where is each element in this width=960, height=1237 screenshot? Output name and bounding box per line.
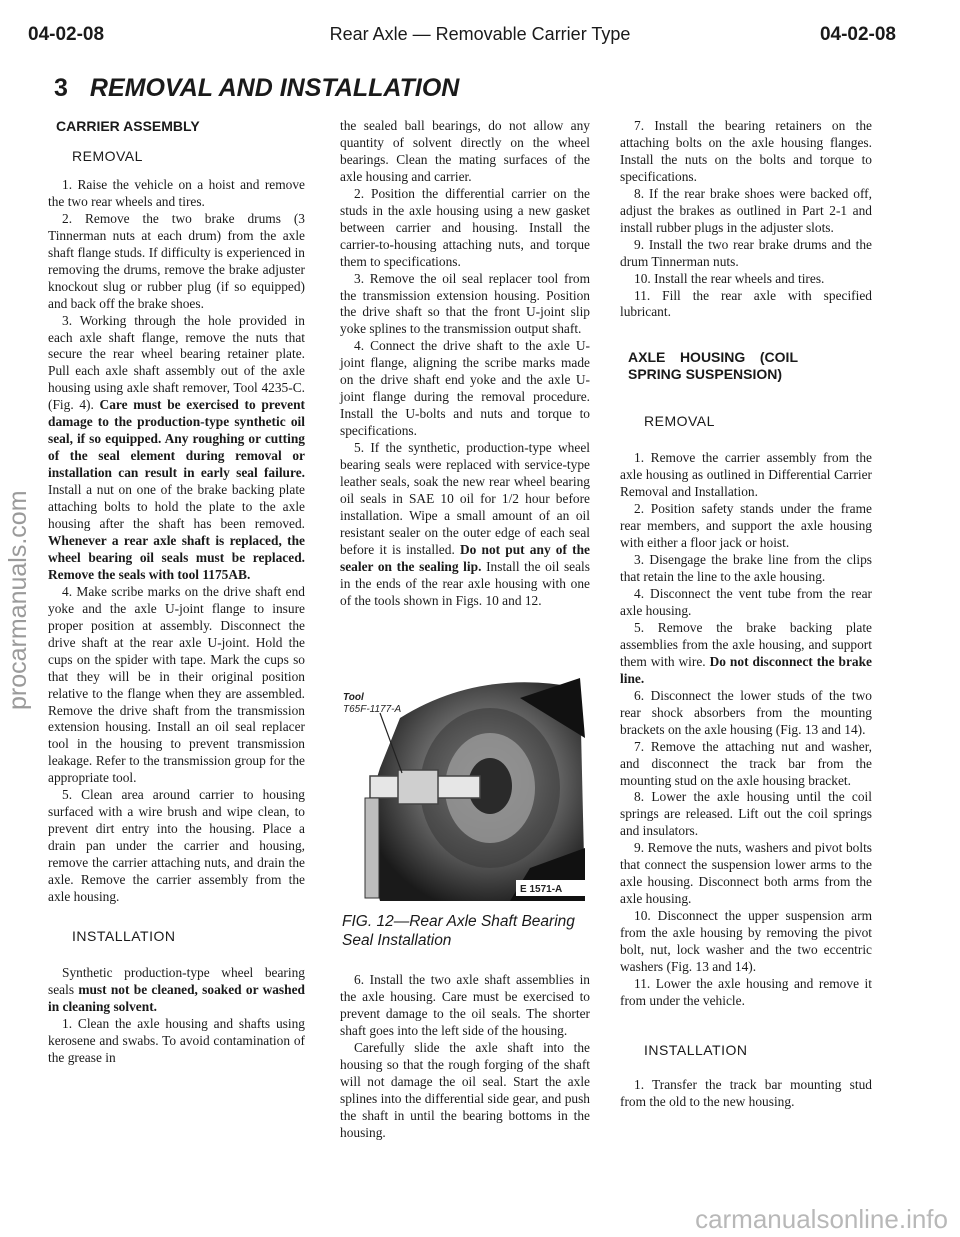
paragraph: 4. Disconnect the vent tube from the rear axle housing. [620,586,872,618]
paragraph: 10. Disconnect the upper suspension arm from the axle housing by removing the pivot bolt, nut, lock washer and the two eccentric washers (Fig. 13 and 14). [620,908,872,974]
paragraph: 5. If the synthetic, production-type wheel bearing seals were replaced with service-type leather seals, soak the new rear wheel bearing oil seals in SAE 10 oil for 1/2 hour before installation. Wipe a small amount of an oil resistant sealer on the outer edge of each seal before it is installed. Do not put any of the sealer on the sealing lip. Install the oil seals in the ends of the rear axle housing with one of the tools shown in Figs. 10 and 12. [340,440,590,608]
paragraph: 5. Remove the brake backing plate assemblies from the axle housing, and support them with wire. Do not disconnect the brake line. [620,619,872,686]
section-number: 3 [54,74,68,102]
paragraph: 1. Remove the carrier assembly from the axle housing as outlined in Differential Carrier Removal and Installation. [620,450,872,500]
paragraph: 4. Connect the drive shaft to the axle U-joint flange, aligning the scribe marks made on the drive shaft end yoke and the axle U-joint flange during the removal procedure. Install the U-bolts and nuts and torque to specifications. [340,338,590,439]
section-heading [54,74,459,103]
column-2 [340,118,590,610]
paragraph: 8. If the rear brake shoes were backed off, adjust the brakes as outlined in Part 2-1 and install rubber plugs in the adjuster slots. [620,185,872,235]
heading-installation: INSTALLATION [644,1041,748,1058]
figure-caption-text: —Rear Axle Shaft Bearing Seal Installation [342,913,575,949]
paragraph: 5. Clean area around carrier to housing surfaced with a wire brush and wipe clean, to prevent dirt entry into the housing. Place a drain pan under the carrier and housing, remove the carrier attaching nuts, and drain the axle. Remove the carrier assembly from the axle housing. [48,787,305,904]
heading-removal: REMOVAL [72,148,143,164]
paragraph: 11. Lower the axle housing and remove it from under the vehicle. [620,975,872,1008]
paragraph: 9. Install the two rear brake drums and the drum Tinnerman nuts. [620,236,872,269]
paragraph: the sealed ball bearings, do not allow any quantity of solvent directly on the wheel bearings. Clean the mating surfaces of the axle housing and carrier. [340,118,590,184]
paragraph: 9. Remove the nuts, washers and pivot bolts that connect the suspension lower arms to the axle housing. Disconnect both arms from the axle housing. [620,840,872,907]
paragraph: 3. Disengage the brake line from the clips that retain the line to the axle housing. [620,552,872,585]
figure-12-caption [342,912,592,950]
paragraph: 7. Install the bearing retainers on the attaching bolts on the axle housing flanges. Install the nuts on the bolts and torque to specifications. [620,118,872,184]
paragraph: 1. Transfer the track bar mounting stud from the old to the new housing. [620,1076,872,1109]
paragraph: Carefully slide the axle shaft into the housing so that the rough forging of the shaft will not damage the oil seal. Start the axle splines into the differential side gear, and push the shaft in until the bearing bottoms in the housing. [340,1039,590,1140]
watermark [0,240,34,740]
figure-tool-number: T65F-1177-A [343,704,402,715]
paragraph: 11. Fill the rear axle with specified lubricant. [620,287,872,320]
paragraph: 2. Position the differential carrier on the studs in the axle housing using a new gasket between carrier and housing. Install the carrier-to-housing attaching nuts, and torque them to specifications. [340,185,590,269]
paragraph: 6. Install the two axle shaft assemblies in the axle housing. Care must be exercised to prevent damage to the oil seals. The shorter shaft goes into the left side of the housing. [340,972,590,1038]
paragraph: 1. Clean the axle housing and shafts using kerosene and swabs. To avoid contamination of the grease in [48,1015,305,1065]
section-title: REMOVAL AND INSTALLATION [89,74,460,102]
column-3 [620,118,872,1111]
heading-axle-housing: AXLE HOUSING (COIL SPRING SUSPENSION) [628,349,798,383]
paragraph: 6. Disconnect the lower studs of the two rear shock absorbers from the mounting brackets on the axle housing (Fig. 13 and 14). [620,687,872,737]
paragraph: 3. Remove the oil seal replacer tool from the transmission extension housing. Position the drive shaft so that the front U-joint slip yoke splines to the transmission output shaft. [340,270,590,337]
paragraph: 2. Remove the two brake drums (3 Tinnerman nuts at each drum) from the axle shaft flange studs. If difficulty is experienced in removing the drums, remove the brake adjuster knockout slug or rubber plug (if so equipped) and back off the brake shoes. [48,210,305,311]
figure-code: E 1571-A [520,884,563,895]
paragraph: 8. Lower the axle housing until the coil springs are released. Lift out the coil springs and insulators. [620,789,872,839]
heading-carrier-assembly: CARRIER ASSEMBLY [56,118,200,134]
paragraph: 3. Working through the hole provided in each axle shaft flange, remove the nuts that secure the rear wheel bearing retainer plate. Pull each axle shaft assembly out of the axle housing using axle shaft remover, Tool 4235-C. (Fig. 4). Care must be exercised to prevent damage to the production-type synthetic oil seal, if so equipped. Any roughing or cutting of the seal element during removal or installation can result in early seal failure. Install a nut on one of the brake backing plate attaching bolts to hold the plate to the axle housing after the shaft has been removed. Whenever a rear axle shaft is replaced, the wheel bearing oil seals must be replaced. Remove the seals with tool 1175AB. [48,312,305,582]
heading-removal: REMOVAL [644,413,715,430]
figure-tool-label: Tool [343,692,364,703]
page-header-title: Rear Axle — Removable Carrier Type [329,24,631,44]
paragraph: 7. Remove the attaching nut and washer, and disconnect the track bar from the mounting stud on the axle housing bracket. [620,738,872,788]
figure-caption-label: FIG. 12 [342,913,394,930]
page-code-right: 04-02-08 [819,24,896,45]
footer-watermark: carmanualsonline.info [695,1204,948,1234]
page-code-left: 04-02-08 [28,24,105,45]
paragraph: 2. Position safety stands under the frame rear members, and support the axle housing with either a floor jack or hoist. [620,501,872,551]
column-1 [48,118,305,1067]
watermark-text: procarmanuals.com [4,490,32,710]
figure-12-photo [340,678,585,901]
paragraph: 1. Raise the vehicle on a hoist and remove the two rear wheels and tires. [48,176,305,209]
paragraph: 10. Install the rear wheels and tires. [634,270,825,286]
column-2-lower [340,972,590,1142]
heading-installation: INSTALLATION [72,927,176,944]
paragraph: Synthetic production-type wheel bearing seals must not be cleaned, soaked or washed in cleaning solvent. [48,964,305,1014]
paragraph: 4. Make scribe marks on the drive shaft end yoke and the axle U-joint flange to insure proper position at assembly. Disconnect the drive shaft at the rear axle U-joint. Hold the cups on the spider with tape. Mark the cups so that they will be in their original position relative to the flange when they are assembled. Remove the drive shaft from the transmission extension housing. Install an oil seal replacer tool in the housing to prevent transmission leakage. Refer to the transmission group for the appropriate tool. [48,583,305,786]
